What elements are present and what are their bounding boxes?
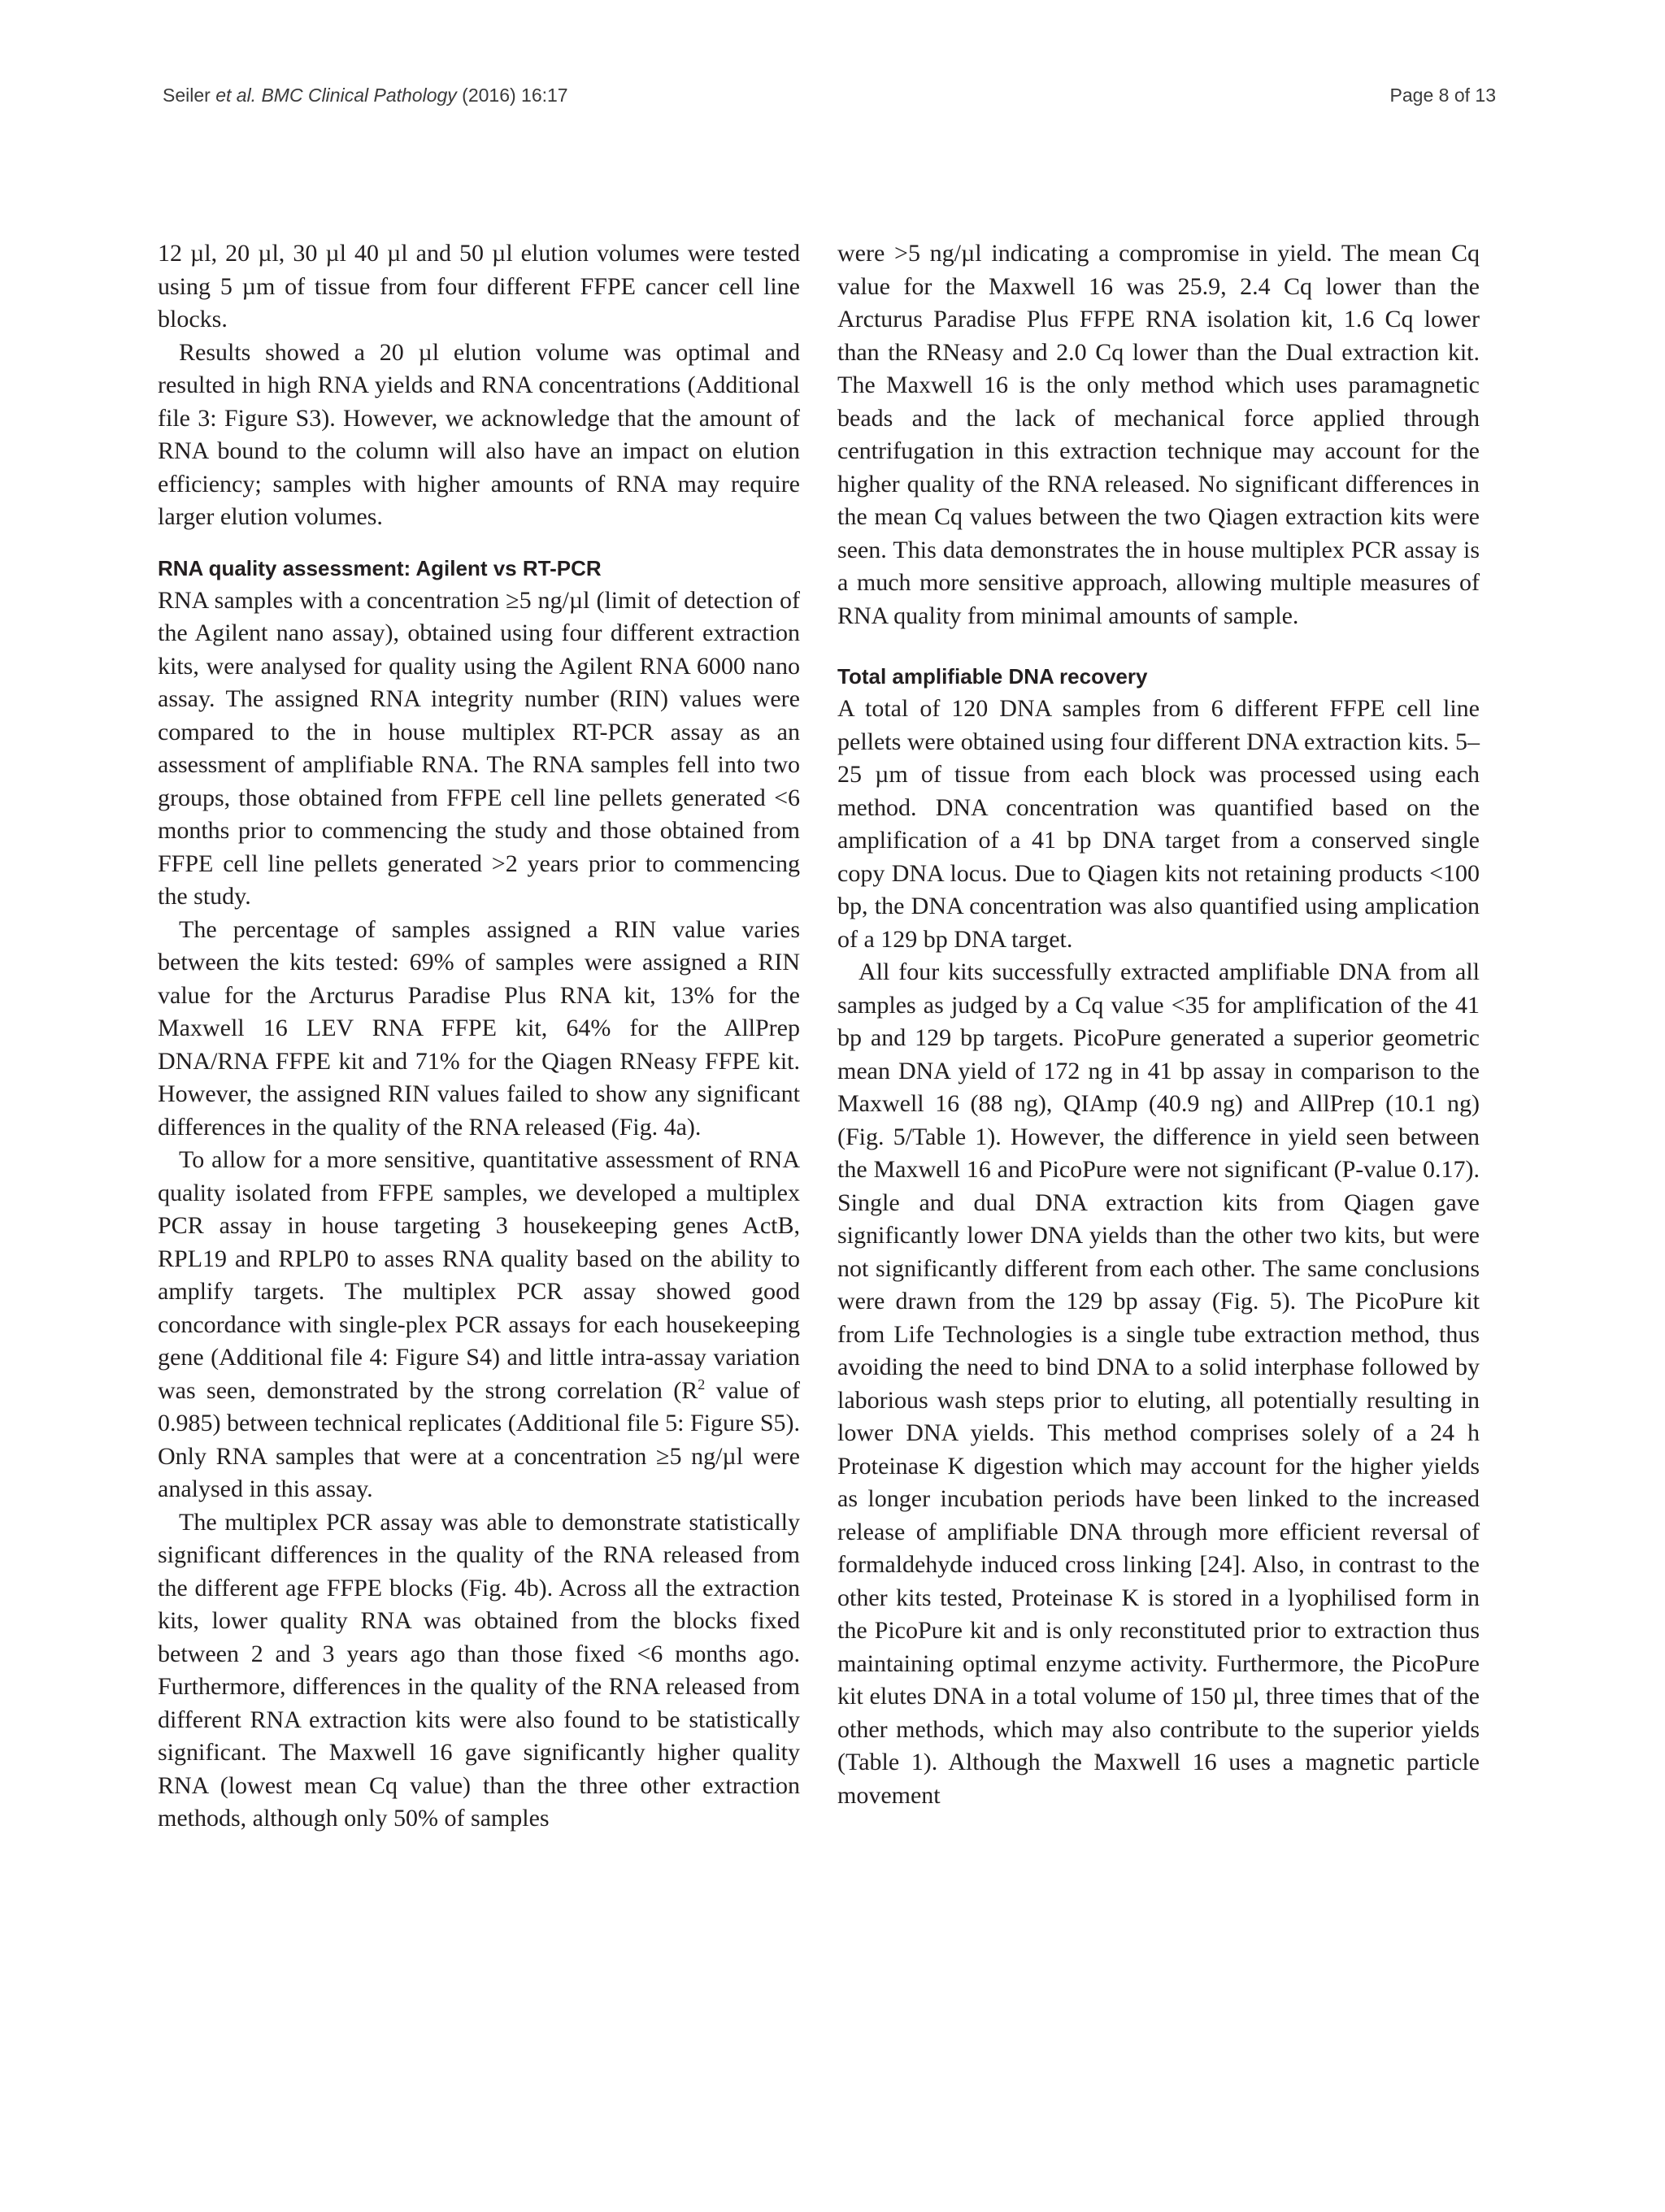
paragraph: All four kits successfully extracted amplifiable DNA from all samples as judged by a Cq value <35 for amplification of the 41 bp and 129 bp targets. PicoPure generated a superior geometric mean DNA yield of 172 ng in 41 bp assay in comparison to the Maxwell 16 (88 ng), QIAmp (40.9 ng) and AllPrep (10.1 ng) (Fig. 5/Table 1). However, the difference in yield seen between the Maxwell 16 and PicoPure were not significant (P-value 0.17). Single and dual DNA extraction kits from Qiagen gave significantly lower DNA yields than the other two kits, but were not significantly different from each other. The same conclusions were drawn from the 129 bp assay (Fig. 5). The PicoPure kit from Life Technologies is a single tube extraction method, thus avoiding the need to bind DNA to a solid interphase followed by laborious wash steps prior to eluting, all potentially resulting in lower DNA yields. This method comprises solely of a 24 h Proteinase K digestion which may account for the higher yields as longer incubation periods have been linked to the increased release of amplifiable DNA through more efficient reversal of formaldehyde induced cross linking [24]. Also, in contrast to the other kits tested, Proteinase K is stored in a lyophilised form in the PicoPure kit and is only reconstituted prior to extraction thus maintaining optimal enzyme activity. Furthermore, the PicoPure kit elutes DNA in a total volume of 150 µl, three times that of the other methods, which may also contribute to the superior yields (Table 1). Although the Maxwell 16 uses a magnetic particle movement	[837, 958, 1480, 1809]
paragraph	[158, 1144, 800, 1506]
paragraph: The multiplex PCR assay was able to demonstrate statistically significant differences in the quality of the RNA released from the different age FFPE blocks (Fig. 4b). Across all the extraction kits, lower quality RNA was obtained from the blocks fixed between 2 and 3 years ago than those fixed <6 months ago. Furthermore, differences in the quality of the RNA released from different RNA extraction kits were also found to be statistically significant. The Maxwell 16 gave significantly higher quality RNA (lowest mean Cq value) than the three other extraction methods, although only 50% of samples	[158, 1508, 800, 1832]
right-column	[837, 237, 1480, 1812]
paragraph: The percentage of samples assigned a RIN value varies between the kits tested: 69% of samples were assigned a RIN value for the Arcturus Paradise Plus RNA kit, 13% for the Maxwell 16 LEV RNA FFPE kit, 64% for the AllPrep DNA/RNA FFPE kit and 71% for the Qiagen RNeasy FFPE kit. However, the assigned RIN values failed to show any significant differences in the quality of the RNA released (Fig. 4a).	[158, 915, 800, 1141]
paragraph: Results showed a 20 µl elution volume was optimal and resulted in high RNA yields and RNA concentrations (Additional file 3: Figure S3). However, we acknowledge that the amount of RNA bound to the column will also have an impact on elution efficiency; samples with higher amounts of RNA may require larger elution volumes.	[158, 338, 800, 530]
citation-authors: Seiler	[163, 85, 216, 106]
paragraph: 12 µl, 20 µl, 30 µl 40 µl and 50 µl elution volumes were tested using 5 µm of tissue from four different FFPE cancer cell line blocks.	[158, 240, 800, 332]
section-heading: Total amplifiable DNA recovery	[837, 664, 1148, 689]
paragraph: RNA samples with a concentration ≥5 ng/µl (limit of detection of the Agilent nano assay), obtained using four different extraction kits, were analysed for quality using the Agilent RNA 6000 nano assay. The assigned RNA integrity number (RIN) values were compared to the in house multiplex RT-PCR assay as an assessment of amplifiable RNA. The RNA samples fell into two groups, those obtained from FFPE cell line pellets generated <6 months prior to commencing the study and those obtained from FFPE cell line pellets generated >2 years prior to commencing the study.	[158, 586, 800, 910]
citation	[163, 85, 568, 106]
paragraph: A total of 120 DNA samples from 6 different FFPE cell line pellets were obtained using four different DNA extraction kits. 5–25 µm of tissue from each block was processed using each method. DNA concentration was quantified based on the amplification of a 41 bp DNA target from a conserved single copy DNA locus. Due to Qiagen kits not retaining products <100 bp, the DNA concentration was also quantified using amplication of a 129 bp DNA target.	[837, 695, 1480, 953]
paragraph-text: To allow for a more sensitive, quantitative assessment of RNA quality isolated from FFPE samples, we developed a multiplex PCR assay in house targeting 3 housekeeping genes ActB, RPL19 and RPLP0 to asses RNA quality based on the ability to amplify targets. The multiplex PCR assay showed good concordance with single-plex PCR assays for each housekeeping gene (Additional file 4: Figure S4) and little intra-assay variation was seen, demonstrated by the strong correlation (R	[158, 1146, 800, 1404]
paragraph-text: value of 0.985) between technical replicates (Additional file 5: Figure S5). Only RNA samples that were at a concentration ≥5 ng/µl were analysed in this assay.	[158, 1376, 800, 1502]
superscript: 2	[698, 1375, 706, 1393]
citation-journal: et al. BMC Clinical Pathology	[215, 85, 457, 106]
citation-year-volume: (2016) 16:17	[456, 85, 568, 106]
section-heading: RNA quality assessment: Agilent vs RT-PCR	[158, 555, 602, 580]
running-header	[163, 85, 1496, 117]
left-column	[158, 237, 800, 1836]
paragraph: were >5 ng/µl indicating a compromise in yield. The mean Cq value for the Maxwell 16 was 25.9, 2.4 Cq lower than the Arcturus Paradise Plus FFPE RNA isolation kit, 1.6 Cq lower than the RNeasy and 2.0 Cq lower than the Dual extraction kit. The Maxwell 16 is the only method which uses paramagnetic beads and the lack of mechanical force applied through centrifugation in this extraction technique may account for the higher quality of the RNA released. No significant differences in the mean Cq values between the two Qiagen extraction kits were seen. This data demonstrates the in house multiplex PCR assay is a much more sensitive approach, allowing multiple measures of RNA quality from minimal amounts of sample.	[837, 240, 1480, 629]
page-number: Page 8 of 13	[1389, 85, 1496, 106]
